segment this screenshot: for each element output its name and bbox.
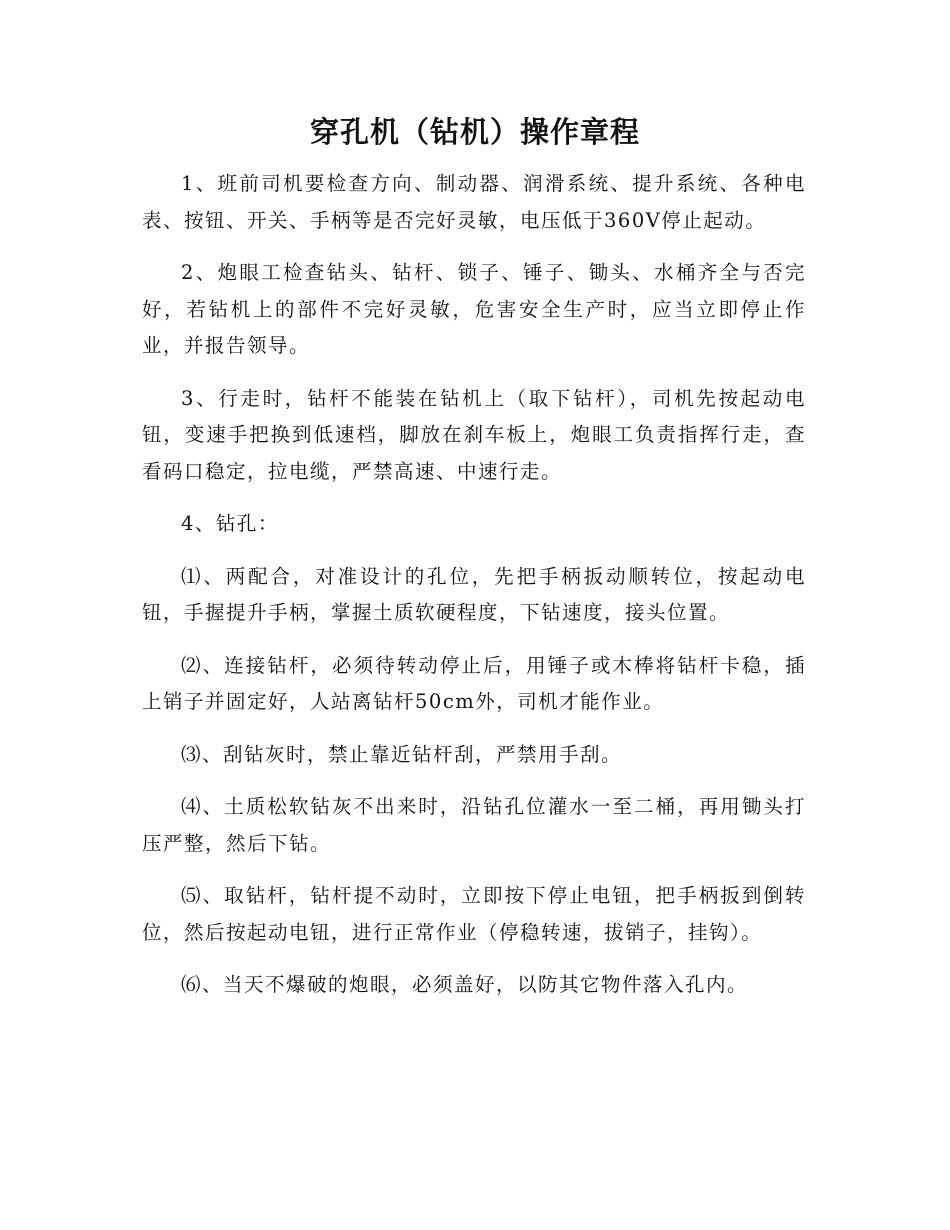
paragraph-3: 3、行走时，钻杆不能装在钻机上（取下钻杆），司机先按起动电钮，变速手把换到低速档，脚放在刹车板上，炮眼工负责指挥行走，查看码口稳定，拉电缆，严禁高速、中速行走。 [142, 386, 806, 483]
sub-item-1: ⑴、两配合，对准设计的孔位，先把手柄扳动顺转位，按起动电钮，手握提升手柄，掌握土质软硬程度，下钻速度，接头位置。 [142, 564, 806, 624]
sub-item-3: ⑶、刮钻灰时，禁止靠近钻杆刮，严禁用手刮。 [181, 742, 623, 766]
sub-item-2: ⑵、连接钻杆，必须待转动停止后，用锤子或木棒将钻杆卡稳，插上销子并固定好，人站离钻杆50cm外，司机才能作业。 [142, 653, 806, 713]
document-body [142, 166, 806, 1020]
document-title: 穿孔机（钻机）操作章程 [309, 115, 640, 149]
sub-item-5: ⑸、取钻杆，钻杆提不动时，立即按下停止电钮，把手柄扳到倒转位，然后按起动电钮，进行正常作业（停稳转速，拔销子，挂钩）。 [142, 884, 806, 944]
paragraph-2: 2、炮眼工检查钻头、钻杆、锁子、锤子、锄头、水桶齐全与否完好，若钻机上的部件不完好灵敏，危害安全生产时，应当立即停止作业，并报告领导。 [142, 261, 806, 357]
paragraph-4-heading: 4、钻孔： [181, 512, 279, 535]
paragraph-1: 1、班前司机要检查方向、制动器、润滑系统、提升系统、各种电表、按钮、开关、手柄等是否完好灵敏，电压低于360V停止起动。 [142, 172, 806, 232]
sub-item-4: ⑷、土质松软钻灰不出来时，沿钻孔位灌水一至二桶，再用锄头打压严整，然后下钻。 [142, 795, 806, 855]
sub-item-6: ⑹、当天不爆破的炮眼，必须盖好，以防其它物件落入孔内。 [181, 973, 749, 996]
